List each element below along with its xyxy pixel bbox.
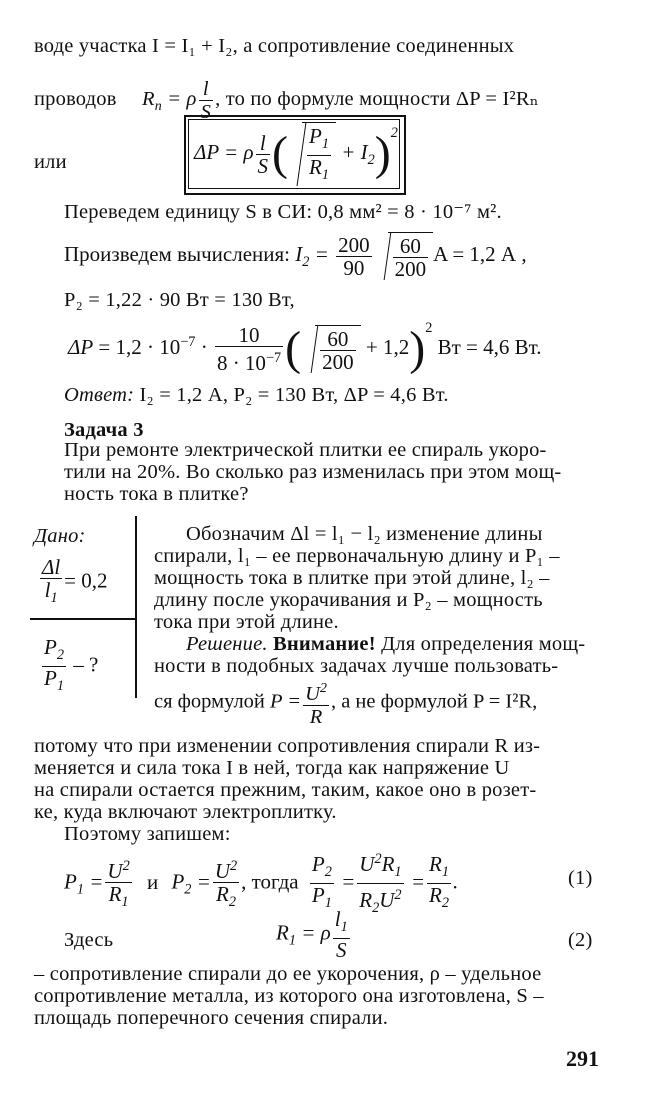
text-fragment: , то по формуле мощности ΔP = I²Rₙ (215, 88, 539, 111)
text-line: – сопротивление спирали до ее укорочения, ρ – удельное (34, 963, 542, 985)
calc-unit: A = 1,2 А , (433, 241, 527, 266)
text-line: P₂ = 1,22 · 90 Вт = 130 Вт, (64, 289, 295, 311)
boxed-formula: ΔP = ρ $\frac{l}{S}$ ( $\frac{P_1}{R_1}$ + $I_2)^2$ (194, 122, 398, 186)
solution-line (186, 632, 585, 656)
given-divider (30, 618, 136, 620)
formula-line: ся формулой P = $\frac{U^2}{R}$ , а не формулой P = I²R, (154, 678, 537, 728)
text-line: длину после укорачивания и P₂ – мощность (154, 589, 543, 611)
text-line: меняется и сила тока I в ней, тогда как напряжение U (34, 757, 510, 779)
text-line: на спирали остается прежним, таким, какое оно в розет- (34, 779, 537, 801)
text-fragment: проводов (34, 88, 117, 111)
text-line: ность тока в плитке? (64, 483, 249, 505)
here-word: Здесь (64, 929, 114, 951)
text-line: Обозначим Δl = l₁ − l₂ изменение длины (186, 523, 543, 545)
text-line: ке, куда включают электроплитку. (34, 801, 337, 823)
text-line: тили на 20%. Во сколько раз изменилась при этом мощ- (64, 461, 562, 483)
calc-intro: Произведем вычисления: (64, 241, 290, 266)
given-label: Дано: (34, 525, 86, 547)
text-line: спирали, l₁ – ее первоначальную длину и P₁ – (154, 545, 560, 567)
solution-label: Решение. (186, 633, 268, 655)
text-fragment: ся формулой (154, 690, 265, 713)
given-ratio: $\frac{\Delta l}{l_1}$ = 0,2 (42, 555, 108, 607)
eq-then: , тогда (241, 869, 299, 894)
text-line: сопротивление металла, из которого она изготовлена, S – (34, 985, 544, 1007)
question-mark: – ? (73, 652, 99, 677)
equation-number: (1) (568, 867, 593, 889)
task-title: Задача 3 (64, 419, 144, 441)
equation-1: $P_1$ = $\frac{U^2}{R_1}$ и $P_2$ = $\frac{U^2}{R_2}$ , тогда $\frac{P_2}{P_1}$ = $\frac{U^2R_1}{R_2U^2}$ = $\frac{R_1}{R_2}$ . (64, 848, 458, 919)
text-line: При ремонте электрической плитки ее спираль укоро- (64, 439, 547, 461)
text-line: тока при этой длине. (154, 611, 339, 633)
attention-label: Внимание! (273, 633, 376, 655)
text-line: мощность тока в плитке при этой длине, l₂ – (154, 567, 550, 589)
text-line: потому что при изменении сопротивления спирали R из- (34, 735, 541, 757)
given-question: $\frac{P_2}{P_1}$ – ? (44, 635, 99, 695)
calc-line: Произведем вычисления: $I_2$ = $\frac{200}{90}$ $\frac{60}{200}$ A = 1,2 А , (64, 232, 527, 281)
page-number: 291 (566, 1046, 599, 1071)
formula-rp: $R_п = \rho$ (141, 88, 197, 115)
equation-2: $R_1 = \rho$ $\frac{l_1}{S}$ (276, 907, 348, 963)
text-line: ности в подобных задачах лучше пользовать- (154, 655, 559, 677)
text-line: Переведем единицу S в СИ: 0,8 мм² = 8 · 10⁻⁷ м². (64, 201, 502, 223)
answer-label: Ответ: (64, 384, 135, 406)
or-word: или (34, 151, 67, 173)
text-fragment: , а не формулой P = I²R, (330, 690, 538, 713)
text-line: Поэтому запишем: (64, 823, 231, 845)
answer-text: I₂ = 1,2 А, P₂ = 130 Вт, ΔP = 4,6 Вт. (139, 384, 449, 406)
text-line: воде участка I = I₁ + I₂, а сопротивление соединенных (34, 35, 515, 57)
answer-line (64, 383, 449, 407)
given-vertical-rule (135, 516, 137, 698)
text-line: площадь поперечного сечения спирали. (34, 1007, 389, 1029)
text-fragment: Для определения мощ- (375, 633, 586, 655)
eq-and: и (146, 869, 159, 894)
dp-result: Вт = 4,6 Вт. (437, 335, 542, 359)
equation-number: (2) (568, 929, 593, 951)
given-value: = 0,2 (64, 568, 108, 593)
dp-calc: $\Delta P = 1,2 \cdot 10^{-7}$ · $\frac{10}{8 \cdot 10^{-7}}$ ( $\frac{60}{200}$ + 1,2)$^2$ Вт = 4,6 Вт. (68, 320, 542, 376)
fraction-l-s: $\frac{l}{S}$ (200, 78, 212, 123)
